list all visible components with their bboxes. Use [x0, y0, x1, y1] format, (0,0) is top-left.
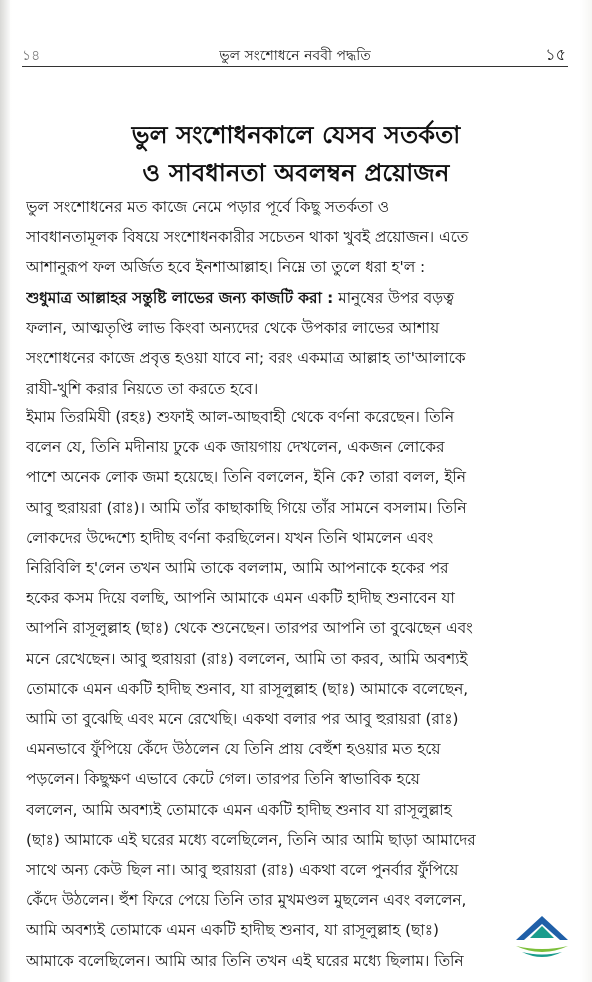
section-heading-line-2: ও সাবধানতা অবলম্বন প্রয়োজন: [142, 159, 450, 187]
text-line: রাযী-খুশি করার নিয়তে তা করতে হবে।: [26, 379, 259, 398]
text-line: সাথে অন্য কেউ ছিল না। আবু হুরায়রা (রাঃ) একথা বলে পুনর্বার ফুঁপিয়ে: [26, 861, 459, 880]
text-line: (ছাঃ) আমাকে এই ঘরের মধ্যে বলেছিলেন, তিনি আর আমি ছাড়া আমাদের: [26, 830, 476, 849]
text-line: হকের কসম দিয়ে বলছি, আপনি আমাকে এমন একটি হাদীছ শুনাবেন যা: [26, 589, 455, 608]
point-one-title: শুধুমাত্র আল্লাহর সন্তুষ্টি লাভের জন্য কাজটি করা :: [26, 289, 334, 307]
text-line: আবু হুরায়রা (রাঃ)। আমি তাঁর কাছাকাছি গিয়ে তাঁর সামনে বসলাম। তিনি: [26, 498, 467, 517]
section-heading-line-1: ভুল সংশোধনকালে যেসব সতর্কতা: [131, 121, 461, 149]
intro-paragraph: [26, 192, 564, 283]
text-line: ভুল সংশোধনের মত কাজে নেমে পড়ার পূর্বে কিছু সতর্কতা ও: [26, 198, 390, 216]
running-header: [22, 42, 568, 67]
text-line: কেঁদে উঠলেন। হুঁশ ফিরে পেয়ে তিনি তার মুখমণ্ডল মুছলেন এবং বললেন,: [26, 891, 467, 910]
text-line: আশানুরূপ ফল অর্জিত হবে ইনশাআল্লাহ। নিম্নে তা তুলে ধরা হ'ল :: [26, 258, 426, 277]
text-line: আমাকে বলেছিলেন। আমি আর তিনি তখন এই ঘরের মধ্যে ছিলাম। তিনি: [26, 951, 464, 970]
text-line: পড়লেন। কিছুক্ষণ এভাবে কেটে গেল। তারপর তিনি স্বাভাবিক হয়ে: [26, 770, 420, 789]
text-line: নিরিবিলি হ'লেন তখন আমি তাকে বললাম, আমি আপনাকে হকের পর: [26, 559, 449, 578]
point-one-text: মানুষের উপর বড়ত্ব: [333, 289, 454, 307]
text-line: [26, 283, 564, 313]
text-line: সংশোধনের কাজে প্রবৃত্ত হওয়া যাবে না; বরং একমাত্র আল্লাহ তা'আলাকে: [26, 349, 466, 368]
text-line: ইমাম তিরমিযী (রহঃ) শুফাই আল-আছবাহী থেকে বর্ণনা করেছেন। তিনি: [26, 408, 455, 426]
logo-wave-shape: [522, 952, 562, 957]
text-line: সাবধানতামূলক বিষয়ে সংশোধনকারীর সচেতন থাকা খুবই প্রয়োজন। এতে: [26, 228, 469, 247]
text-line: আমি অবশ্যই তোমাকে এমন একটি হাদীছ শুনাব, যা রাসূলুল্লাহ (ছাঃ): [26, 921, 439, 940]
text-line: তোমাকে এমন একটি হাদীছ শুনাব, যা রাসূলুল্লাহ (ছাঃ) আমাকে বলেছেন,: [26, 679, 469, 698]
text-line: লোকদের উদ্দেশ্যে হাদীছ বর্ণনা করছিলেন। যখন তিনি থামলেন এবং: [26, 528, 434, 547]
text-line: বলেন যে, তিনি মদীনায় ঢুকে এক জায়গায় দেখলেন, একজন লোকের: [26, 438, 445, 457]
text-line: আমি তা বুঝেছি এবং মনে রেখেছি। একথা বলার পর আবু হুরায়রা (রাঃ): [26, 710, 459, 729]
publisher-logo-icon: [510, 912, 574, 964]
page-number: ১৫: [545, 45, 566, 64]
text-line: এমনভাবে ফুঁপিয়ে কেঁদে উঠলেন যে তিনি প্রায় বেহুঁশ হওয়ার মত হয়ে: [26, 740, 441, 759]
point-one-paragraph: [26, 283, 564, 404]
facing-page-number: ১৪: [22, 48, 41, 64]
text-line: বললেন, আমি অবশ্যই তোমাকে এমন একটি হাদীছ শুনাব যা রাসূলুল্লাহ: [26, 800, 452, 819]
text-line: ফলান, আত্মতৃপ্তি লাভ কিংবা অন্যদের থেকে উপকার লাভের আশায়: [26, 319, 440, 338]
logo-wave-shape: [516, 946, 568, 952]
text-line: মনে রেখেছেন। আবু হুরায়রা (রাঃ) বললেন, আমি তা করব, আমি অবশ্যই: [26, 649, 468, 668]
page-gutter-shadow: [0, 0, 10, 982]
hadith-paragraph: [26, 402, 564, 976]
book-title: ভুল সংশোধনে নববী পদ্ধতি: [219, 48, 371, 64]
text-line: আপনি রাসূলুল্লাহ (ছাঃ) থেকে শুনেছেন। তারপর আপনি তা বুঝেছেন এবং: [26, 619, 473, 638]
text-line: পাশে অনেক লোক জমা হয়েছে। তিনি বললেন, ইনি কে? তারা বলল, ইনি: [26, 468, 466, 487]
